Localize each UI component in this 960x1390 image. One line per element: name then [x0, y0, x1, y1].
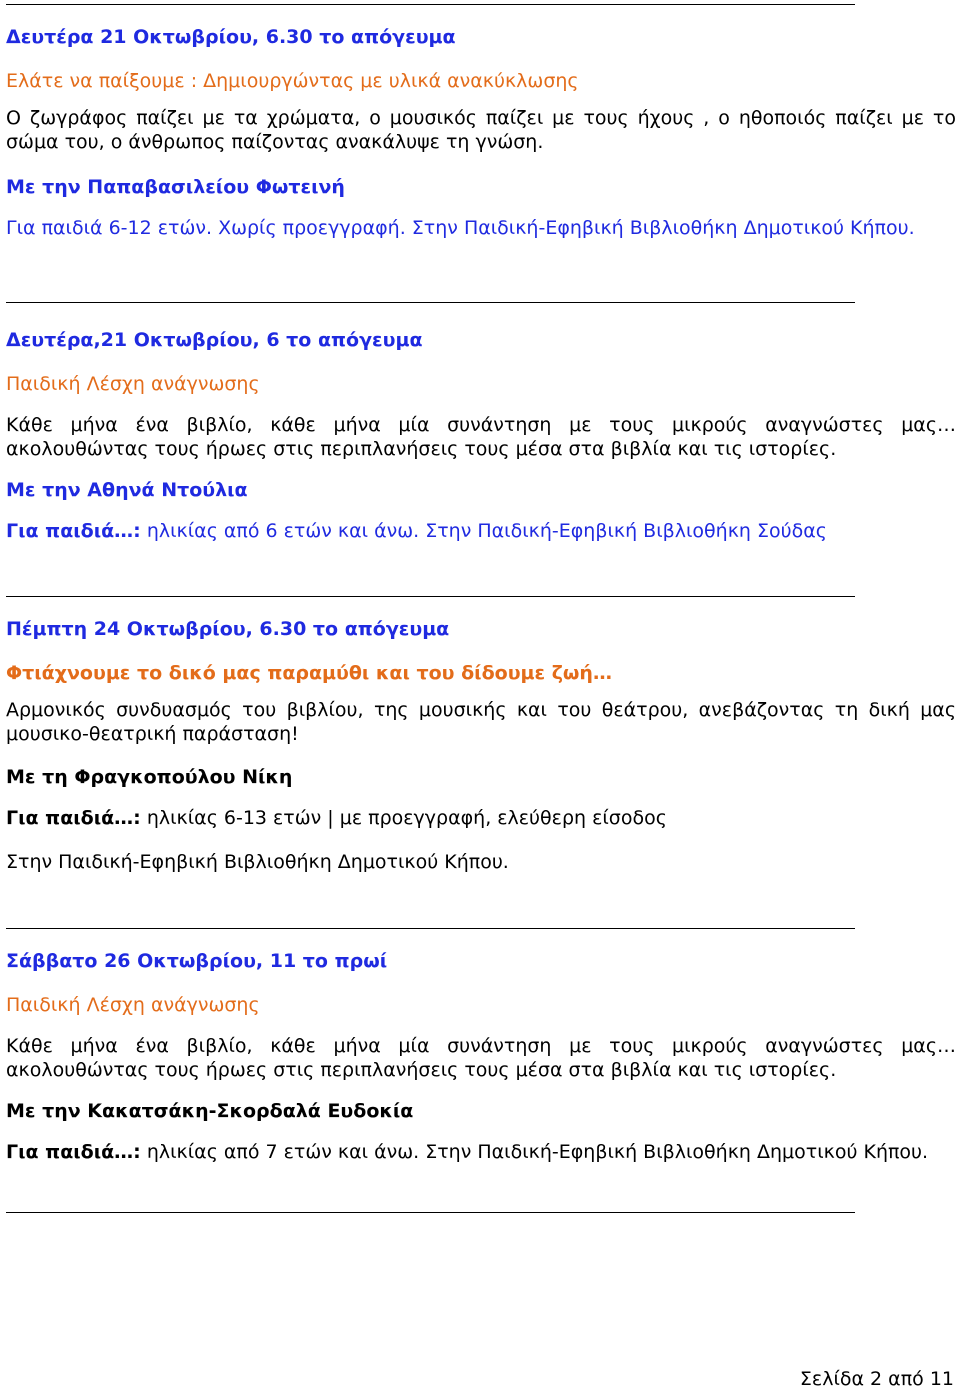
event-audience-label: Για παιδιά…: — [6, 1141, 141, 1163]
event-date: Πέμπτη 24 Οκτωβρίου, 6.30 το απόγευμα — [6, 618, 450, 640]
event-title: Παιδική Λέσχη ανάγνωσης — [6, 994, 260, 1016]
event-venue: Στην Παιδική-Εφηβική Βιβλιοθήκη Δημοτικού Κήπου. — [419, 1141, 929, 1163]
event-host: Με τη Φραγκοπούλου Νίκη — [6, 766, 293, 788]
event-title: Φτιάχνουμε το δικό μας παραμύθι και του δίδουμε ζωή… — [6, 662, 612, 684]
event-audience-label: Για παιδιά…: — [6, 520, 141, 542]
event-host: Με την Κακατσάκη-Σκορδαλά Ευδοκία — [6, 1100, 414, 1122]
event-title: Ελάτε να παίξουμε : Δημιουργώντας με υλικά ανακύκλωσης — [6, 70, 579, 92]
event-date: Δευτέρα,21 Οκτωβρίου, 6 το απόγευμα — [6, 329, 423, 351]
event-description: Ο ζωγράφος παίζει με τα χρώματα, ο μουσικός παίζει με τους ήχους , ο ηθοποιός παίζει με το σώμα του, ο άνθρωπος παίζοντας ανακάλυψε τη γνώση. — [6, 107, 956, 153]
event-venue: Στην Παιδική-Εφηβική Βιβλιοθήκη Σούδας — [419, 520, 827, 542]
event-audience: Για παιδιά 6-12 ετών. — [6, 217, 213, 239]
event-1 — [6, 22, 956, 242]
separator-rule — [6, 928, 855, 929]
event-audience: ηλικίας από 7 ετών και άνω. — [140, 1141, 420, 1163]
separator-rule — [6, 596, 855, 597]
event-host: Με την Αθηνά Ντούλια — [6, 479, 248, 501]
event-description: Κάθε μήνα ένα βιβλίο, κάθε μήνα μία συνάντηση με τους μικρούς αναγνώστες μας…ακολουθώντας τους ήρωες στις περιπλανήσεις τους μέσα στα βιβλία και τις ιστορίες. — [6, 1035, 956, 1081]
separator-rule — [6, 4, 855, 5]
event-description: Αρμονικός συνδυασμός του βιβλίου, της μουσικής και του θεάτρου, ανεβάζοντας τη δική μας μουσικο-θεατρική παράσταση! — [6, 699, 956, 745]
event-title: Παιδική Λέσχη ανάγνωσης — [6, 373, 260, 395]
event-venue: Στην Παιδική-Εφηβική Βιβλιοθήκη Δημοτικού Κήπου. — [6, 851, 509, 873]
event-date: Σάββατο 26 Οκτωβρίου, 11 το πρωί — [6, 950, 388, 972]
event-audience-line — [6, 214, 956, 242]
event-4 — [6, 946, 956, 1166]
event-audience: ηλικίας 6-13 ετών | με προεγγραφή, ελεύθερη είσοδος — [140, 807, 667, 829]
event-2 — [6, 325, 956, 545]
event-description: Κάθε μήνα ένα βιβλίο, κάθε μήνα μία συνάντηση με τους μικρούς αναγνώστες μας… ακολουθώντας τους ήρωες στις περιπλανήσεις τους μέσα στα βιβλία και τις ιστορίες. — [6, 414, 956, 460]
event-audience-line — [6, 1138, 956, 1166]
event-audience: ηλικίας από 6 ετών και άνω. — [140, 520, 420, 542]
page-number: Σελίδα 2 από 11 — [799, 1368, 954, 1390]
event-audience-line — [6, 804, 956, 832]
separator-rule — [6, 302, 855, 303]
event-host: Με την Παπαβασιλείου Φωτεινή — [6, 176, 345, 198]
separator-rule — [6, 1212, 855, 1213]
event-venue: Χωρίς προεγγραφή. Στην Παιδική-Εφηβική Βιβλιοθήκη Δημοτικού Κήπου. — [212, 217, 915, 239]
event-3 — [6, 614, 956, 876]
event-audience-label: Για παιδιά…: — [6, 807, 141, 829]
event-audience-line — [6, 517, 956, 545]
event-date: Δευτέρα 21 Οκτωβρίου, 6.30 το απόγευμα — [6, 26, 456, 48]
